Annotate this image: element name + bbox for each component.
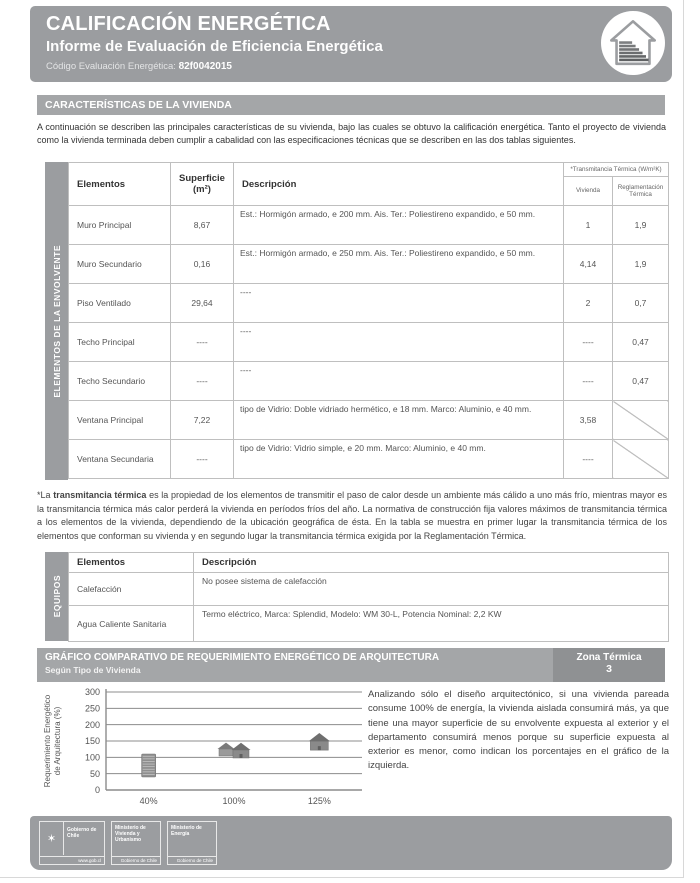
transmittance-vivienda: ----: [564, 362, 613, 401]
equipment-description: Termo eléctrico, Marca: Splendid, Modelo: WM 30-L, Potencia Nominal: 2,2 KW: [194, 606, 669, 642]
element-description: ----: [234, 362, 564, 401]
col-header-transmitancia: *Transmitancia Térmica (W/m²K): [564, 163, 669, 177]
document-header: [30, 6, 672, 82]
element-surface: 8,67: [171, 206, 234, 245]
table-row: [69, 606, 669, 642]
logo-gobierno-de-chile: [39, 821, 105, 865]
transmittance-reglamentacion: 0,47: [613, 323, 669, 362]
table-row: [69, 401, 669, 440]
page-subtitle: Informe de Evaluación de Eficiencia Energética: [46, 38, 383, 55]
svg-text:100%: 100%: [222, 796, 246, 806]
envelope-side-band: [45, 162, 68, 480]
element-surface: ----: [171, 440, 234, 479]
logo-bottom-text: www.gob.cl: [40, 856, 104, 865]
thermal-zone-label: Zona Térmica: [576, 652, 642, 663]
equipment-name: Agua Caliente Sanitaria: [69, 606, 194, 642]
logo-title: Ministerio de Energía: [171, 825, 202, 837]
energy-house-icon: [607, 17, 659, 69]
footer-bar: [30, 816, 672, 870]
section-title-grafico: [37, 648, 665, 682]
svg-text:200: 200: [84, 719, 100, 730]
envelope-table: [68, 162, 669, 479]
transmittance-vivienda: ----: [564, 323, 613, 362]
evaluation-code: [46, 61, 232, 72]
element-surface: ----: [171, 362, 234, 401]
element-name: Muro Secundario: [69, 245, 171, 284]
svg-text:Requerimiento Energéticode Arq: Requerimiento Energéticode Arquitectura (%): [43, 694, 62, 788]
element-description: tipo de Vidrio: Vidrio simple, e 20 mm. Marco: Aluminio, e 40 mm.: [234, 440, 564, 479]
transmittance-reglamentacion: 1,9: [613, 206, 669, 245]
table-row: [69, 323, 669, 362]
energy-requirement-chart: [40, 684, 370, 812]
svg-text:150: 150: [84, 736, 100, 747]
logo-title: Ministerio de Vivienda y Urbanismo: [115, 825, 146, 843]
col-header-reglamentacion: Reglamentación Térmica: [613, 177, 669, 206]
transmittance-reglamentacion-empty: [613, 440, 669, 479]
equipment-description: No posee sistema de calefacción: [194, 573, 669, 606]
transmittance-vivienda: ----: [564, 440, 613, 479]
element-name: Ventana Principal: [69, 401, 171, 440]
element-surface: 29,64: [171, 284, 234, 323]
element-description: Est.: Hormigón armado, e 200 mm. Ais. Ter.: Poliestireno expandido, e 50 mm.: [234, 206, 564, 245]
thermal-zone-value: 3: [606, 663, 612, 675]
transmittance-vivienda: 2: [564, 284, 613, 323]
transmittance-footnote: *La transmitancia térmica es la propiedad de los elementos de transmitir el paso de calor desde un ambiente más cálido a uno más frío, mientras mayor es la transmitancia térmica más calor perderá la vivienda en períodos fríos del año. La normativa de construcción fija valores máximos de transmitancia térmica a los elementos de la vivienda, dependiendo de la ubicación geográfica de ésta. En la tabla se muestra en primer lugar la transmitancia térmica de los elementos que conforman su vivienda y en segundo lugar la transmitancia térmica exigida por la Reglamentación Térmica.: [37, 490, 668, 541]
logo-title: Gobierno de Chile: [67, 827, 97, 839]
section-title-caracteristicas: CARACTERÍSTICAS DE LA VIVIENDA: [37, 95, 665, 115]
element-description: ----: [234, 323, 564, 362]
svg-text:300: 300: [84, 687, 100, 698]
envelope-side-label: ELEMENTOS DE LA ENVOLVENTE: [51, 244, 62, 398]
energy-house-badge: [601, 11, 665, 75]
chile-coat-of-arms-icon: ✶: [40, 822, 64, 855]
svg-text:125%: 125%: [307, 796, 331, 806]
chart-section-subtitle: Según Tipo de Vivienda: [45, 665, 141, 675]
government-logos: [39, 821, 217, 865]
element-name: Techo Principal: [69, 323, 171, 362]
element-description: Est.: Hormigón armado, e 250 mm. Ais. Ter.: Poliestireno expandido, e 50 mm.: [234, 245, 564, 284]
svg-text:250: 250: [84, 703, 100, 714]
element-description: ----: [234, 284, 564, 323]
col-header-vivienda: Vivienda: [564, 177, 613, 206]
transmittance-vivienda: 1: [564, 206, 613, 245]
equipment-side-band: [45, 552, 68, 641]
equipment-side-label: EQUIPOS: [51, 575, 62, 618]
logo-bottom-text: Gobierno de Chile: [112, 856, 160, 864]
table-row: [69, 573, 669, 606]
page-title: CALIFICACIÓN ENERGÉTICA: [46, 13, 331, 35]
page-edge: [683, 0, 684, 878]
evaluation-code-label: Código Evaluación Energética:: [46, 61, 176, 72]
logo-bottom-text: Gobierno de Chile: [168, 856, 216, 864]
chart-section-title: GRÁFICO COMPARATIVO DE REQUERIMIENTO ENERGÉTICO DE ARQUITECTURA: [45, 652, 440, 663]
col-header-descripcion: Descripción: [194, 553, 669, 573]
transmittance-reglamentacion: 0,7: [613, 284, 669, 323]
transmittance-vivienda: 3,58: [564, 401, 613, 440]
element-name: Piso Ventilado: [69, 284, 171, 323]
transmittance-reglamentacion-empty: [613, 401, 669, 440]
table-row: [69, 284, 669, 323]
logo-ministerio-energia: [167, 821, 217, 865]
footnote-bold-term: transmitancia térmica: [53, 490, 147, 500]
element-name: Techo Secundario: [69, 362, 171, 401]
element-name: Ventana Secundaria: [69, 440, 171, 479]
svg-text:100: 100: [84, 752, 100, 763]
transmittance-reglamentacion: 1,9: [613, 245, 669, 284]
element-name: Muro Principal: [69, 206, 171, 245]
transmittance-reglamentacion: 0,47: [613, 362, 669, 401]
col-header-elementos: Elementos: [69, 163, 171, 206]
intro-paragraph: A continuación se describen las principales características de su vivienda, bajo las cuales se obtuvo la calificación energética. Tanto el proyecto de vivienda como la vivienda terminada deben cumplir a cabalidad con las especificaciones técnicas que se describen en las dos tablas siguientes.: [37, 122, 666, 146]
svg-text:50: 50: [89, 768, 100, 779]
table-row: [69, 245, 669, 284]
element-surface: 7,22: [171, 401, 234, 440]
equipment-name: Calefacción: [69, 573, 194, 606]
svg-text:0: 0: [94, 785, 100, 796]
transmittance-vivienda: 4,14: [564, 245, 613, 284]
element-surface: ----: [171, 323, 234, 362]
col-header-elementos: Elementos: [69, 553, 194, 573]
svg-text:40%: 40%: [139, 796, 158, 806]
page-edge: [0, 877, 684, 878]
table-row: [69, 362, 669, 401]
table-row: [69, 206, 669, 245]
evaluation-code-value: 82f0042015: [178, 61, 232, 72]
logo-ministerio-vivienda: [111, 821, 161, 865]
element-description: tipo de Vidrio: Doble vidriado hermético, e 18 mm. Marco: Aluminio, e 40 mm.: [234, 401, 564, 440]
col-header-descripcion: Descripción: [234, 163, 564, 206]
thermal-zone-badge: [553, 648, 665, 682]
equipment-table: [68, 552, 669, 642]
table-row: [69, 440, 669, 479]
chart-canvas: [40, 684, 370, 812]
col-header-superficie: Superficie (m²): [171, 163, 234, 206]
analysis-paragraph: Analizando sólo el diseño arquitectónico, si una vivienda pareada consume 100% de energía, la vivienda aislada consumirá más, ya que tiene una mayor superficie de su envolvente expuesta al exterior y el departamento consumirá menos porque su superficie expuesta al exterior es menor, como indican los porcentajes en el gráfico de la izquierda.: [368, 689, 669, 772]
element-surface: 0,16: [171, 245, 234, 284]
